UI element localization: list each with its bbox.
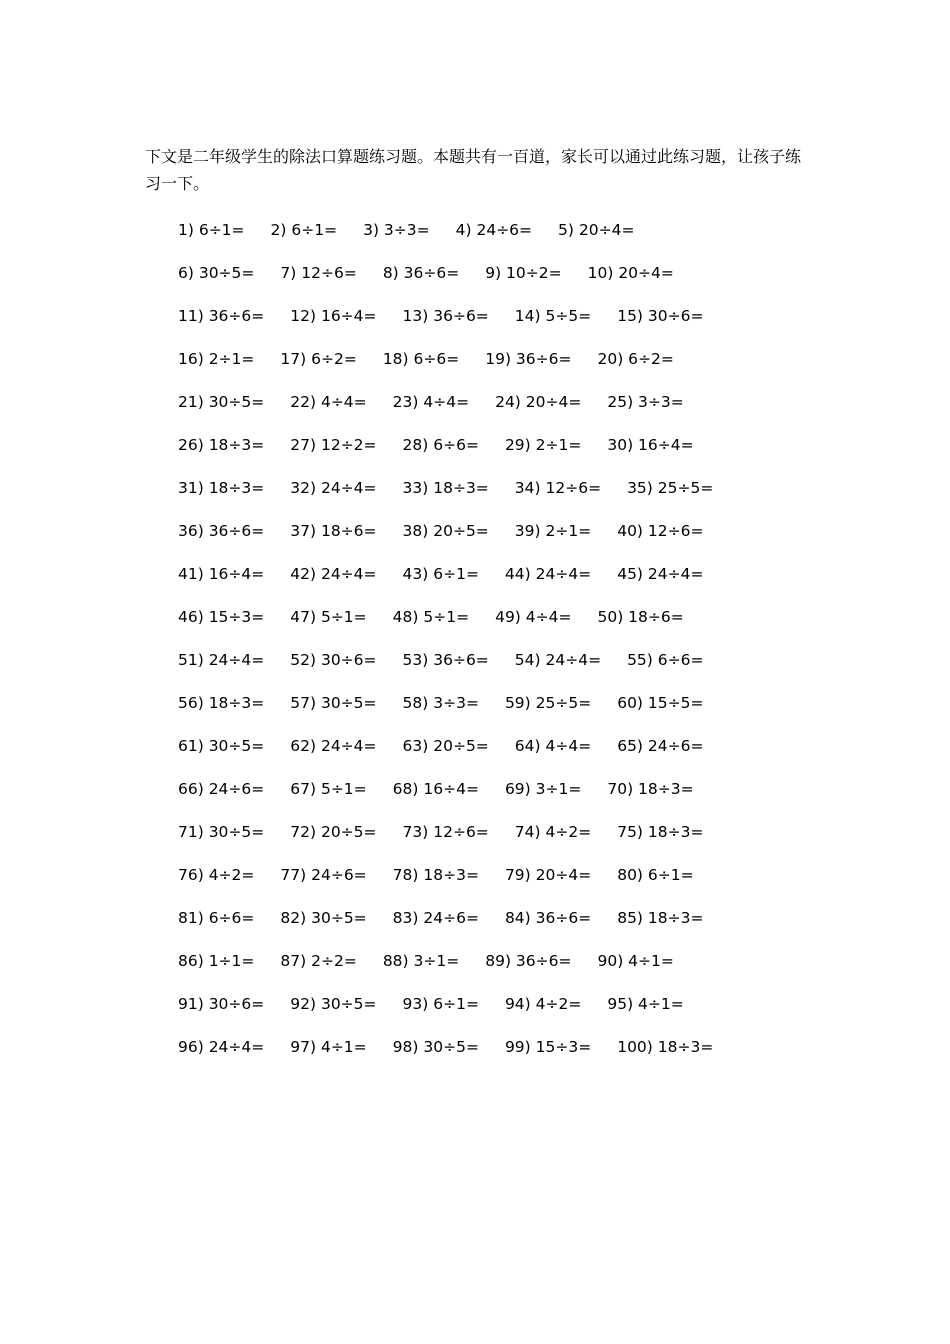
problem-item: 62) 24÷4= bbox=[290, 736, 377, 755]
problem-item: 35) 25÷5= bbox=[627, 478, 714, 497]
problem-item: 30) 16÷4= bbox=[607, 435, 694, 454]
problem-item: 56) 18÷3= bbox=[178, 693, 265, 712]
problem-row bbox=[178, 810, 739, 853]
problem-item: 11) 36÷6= bbox=[178, 306, 265, 325]
problem-item: 37) 18÷6= bbox=[290, 521, 377, 540]
problem-item: 90) 4÷1= bbox=[597, 951, 674, 970]
problem-item: 45) 24÷4= bbox=[617, 564, 704, 583]
problem-item: 47) 5÷1= bbox=[290, 607, 367, 626]
problem-item: 89) 36÷6= bbox=[485, 951, 572, 970]
problem-item: 93) 6÷1= bbox=[402, 994, 479, 1013]
problem-row bbox=[178, 423, 739, 466]
problem-item: 75) 18÷3= bbox=[617, 822, 704, 841]
problem-item: 94) 4÷2= bbox=[504, 994, 582, 1013]
problem-item: 50) 18÷6= bbox=[597, 607, 684, 626]
problem-row bbox=[178, 251, 739, 294]
problem-row bbox=[178, 939, 739, 982]
problem-item: 54) 24÷4= bbox=[514, 650, 602, 669]
problem-row bbox=[178, 896, 739, 939]
problem-item: 46) 15÷3= bbox=[178, 607, 265, 626]
problem-row bbox=[178, 380, 739, 423]
problem-item: 85) 18÷3= bbox=[617, 908, 704, 927]
problem-row bbox=[178, 724, 739, 767]
problem-item: 87) 2÷2= bbox=[280, 951, 357, 970]
problem-item: 57) 30÷5= bbox=[290, 693, 377, 712]
problem-item: 68) 16÷4= bbox=[392, 779, 479, 798]
problem-item: 52) 30÷6= bbox=[290, 650, 377, 669]
problem-item: 78) 18÷3= bbox=[392, 865, 479, 884]
problem-item: 100) 18÷3= bbox=[617, 1037, 714, 1056]
problem-item: 97) 4÷1= bbox=[290, 1037, 367, 1056]
problem-item: 20) 6÷2= bbox=[597, 349, 674, 368]
problem-item: 55) 6÷6= bbox=[627, 650, 704, 669]
problem-item: 38) 20÷5= bbox=[402, 521, 489, 540]
problem-item: 81) 6÷6= bbox=[178, 908, 255, 927]
problem-item: 59) 25÷5= bbox=[504, 693, 592, 712]
problem-row bbox=[178, 1025, 739, 1068]
problem-item: 51) 24÷4= bbox=[178, 650, 265, 669]
problem-item: 61) 30÷5= bbox=[178, 736, 265, 755]
problem-item: 53) 36÷6= bbox=[402, 650, 489, 669]
problem-row bbox=[178, 767, 739, 810]
problem-item: 69) 3÷1= bbox=[504, 779, 582, 798]
problem-item: 44) 24÷4= bbox=[504, 564, 592, 583]
problem-item: 74) 4÷2= bbox=[514, 822, 592, 841]
problem-item: 49) 4÷4= bbox=[495, 607, 572, 626]
problem-item: 3) 3÷3= bbox=[363, 220, 430, 239]
problem-item: 48) 5÷1= bbox=[392, 607, 470, 626]
problem-item: 6) 30÷5= bbox=[178, 263, 255, 282]
problem-item: 63) 20÷5= bbox=[402, 736, 489, 755]
problem-item: 13) 36÷6= bbox=[402, 306, 489, 325]
problem-row bbox=[178, 337, 739, 380]
problem-row bbox=[178, 208, 739, 251]
problem-list bbox=[178, 208, 739, 1068]
problem-item: 9) 10÷2= bbox=[485, 263, 562, 282]
problem-item: 34) 12÷6= bbox=[514, 478, 602, 497]
problem-item: 91) 30÷6= bbox=[178, 994, 265, 1013]
problem-item: 88) 3÷1= bbox=[382, 951, 460, 970]
problem-item: 95) 4÷1= bbox=[607, 994, 684, 1013]
problem-item: 7) 12÷6= bbox=[280, 263, 357, 282]
problem-item: 66) 24÷6= bbox=[178, 779, 265, 798]
problem-item: 21) 30÷5= bbox=[178, 392, 265, 411]
problem-item: 24) 20÷4= bbox=[495, 392, 582, 411]
problem-item: 10) 20÷4= bbox=[587, 263, 674, 282]
problem-item: 67) 5÷1= bbox=[290, 779, 367, 798]
problem-item: 80) 6÷1= bbox=[617, 865, 694, 884]
problem-item: 71) 30÷5= bbox=[178, 822, 265, 841]
problem-item: 65) 24÷6= bbox=[617, 736, 704, 755]
problem-item: 60) 15÷5= bbox=[617, 693, 704, 712]
problem-item: 27) 12÷2= bbox=[290, 435, 377, 454]
problem-row bbox=[178, 552, 739, 595]
problem-item: 2) 6÷1= bbox=[270, 220, 338, 239]
problem-item: 92) 30÷5= bbox=[290, 994, 377, 1013]
problem-row bbox=[178, 509, 739, 552]
problem-row bbox=[178, 853, 739, 896]
problem-item: 25) 3÷3= bbox=[607, 392, 684, 411]
problem-item: 73) 12÷6= bbox=[402, 822, 489, 841]
problem-item: 58) 3÷3= bbox=[402, 693, 479, 712]
problem-item: 86) 1÷1= bbox=[178, 951, 255, 970]
problem-item: 28) 6÷6= bbox=[402, 435, 479, 454]
problem-item: 16) 2÷1= bbox=[178, 349, 255, 368]
problem-item: 39) 2÷1= bbox=[514, 521, 592, 540]
problem-item: 98) 30÷5= bbox=[392, 1037, 479, 1056]
problem-item: 79) 20÷4= bbox=[504, 865, 592, 884]
problem-item: 5) 20÷4= bbox=[558, 220, 635, 239]
problem-item: 17) 6÷2= bbox=[280, 349, 357, 368]
problem-item: 1) 6÷1= bbox=[178, 220, 245, 239]
problem-item: 99) 15÷3= bbox=[504, 1037, 592, 1056]
problem-item: 72) 20÷5= bbox=[290, 822, 377, 841]
problem-item: 70) 18÷3= bbox=[607, 779, 694, 798]
problem-item: 43) 6÷1= bbox=[402, 564, 479, 583]
problem-item: 26) 18÷3= bbox=[178, 435, 265, 454]
problem-item: 12) 16÷4= bbox=[290, 306, 377, 325]
problem-item: 82) 30÷5= bbox=[280, 908, 367, 927]
problem-item: 41) 16÷4= bbox=[178, 564, 265, 583]
problem-item: 31) 18÷3= bbox=[178, 478, 265, 497]
problem-item: 4) 24÷6= bbox=[455, 220, 533, 239]
problem-item: 18) 6÷6= bbox=[382, 349, 460, 368]
problem-item: 77) 24÷6= bbox=[280, 865, 367, 884]
problem-item: 19) 36÷6= bbox=[485, 349, 572, 368]
problem-item: 32) 24÷4= bbox=[290, 478, 377, 497]
problem-item: 42) 24÷4= bbox=[290, 564, 377, 583]
problem-item: 8) 36÷6= bbox=[382, 263, 460, 282]
problem-item: 83) 24÷6= bbox=[392, 908, 479, 927]
problem-item: 14) 5÷5= bbox=[514, 306, 592, 325]
problem-item: 96) 24÷4= bbox=[178, 1037, 265, 1056]
problem-item: 64) 4÷4= bbox=[514, 736, 592, 755]
problem-item: 84) 36÷6= bbox=[504, 908, 592, 927]
problem-item: 76) 4÷2= bbox=[178, 865, 255, 884]
problem-item: 15) 30÷6= bbox=[617, 306, 704, 325]
intro-paragraph: 下文是二年级学生的除法口算题练习题。本题共有一百道，家长可以通过此练习题，让孩子练习一下。 bbox=[145, 147, 802, 193]
problem-item: 33) 18÷3= bbox=[402, 478, 489, 497]
problem-item: 36) 36÷6= bbox=[178, 521, 265, 540]
problem-row bbox=[178, 294, 739, 337]
problem-row bbox=[178, 595, 739, 638]
problem-row bbox=[178, 638, 739, 681]
problem-row bbox=[178, 681, 739, 724]
problem-item: 29) 2÷1= bbox=[504, 435, 582, 454]
problem-item: 23) 4÷4= bbox=[392, 392, 470, 411]
problem-row bbox=[178, 466, 739, 509]
problem-item: 40) 12÷6= bbox=[617, 521, 704, 540]
problem-item: 22) 4÷4= bbox=[290, 392, 367, 411]
problem-row bbox=[178, 982, 739, 1025]
